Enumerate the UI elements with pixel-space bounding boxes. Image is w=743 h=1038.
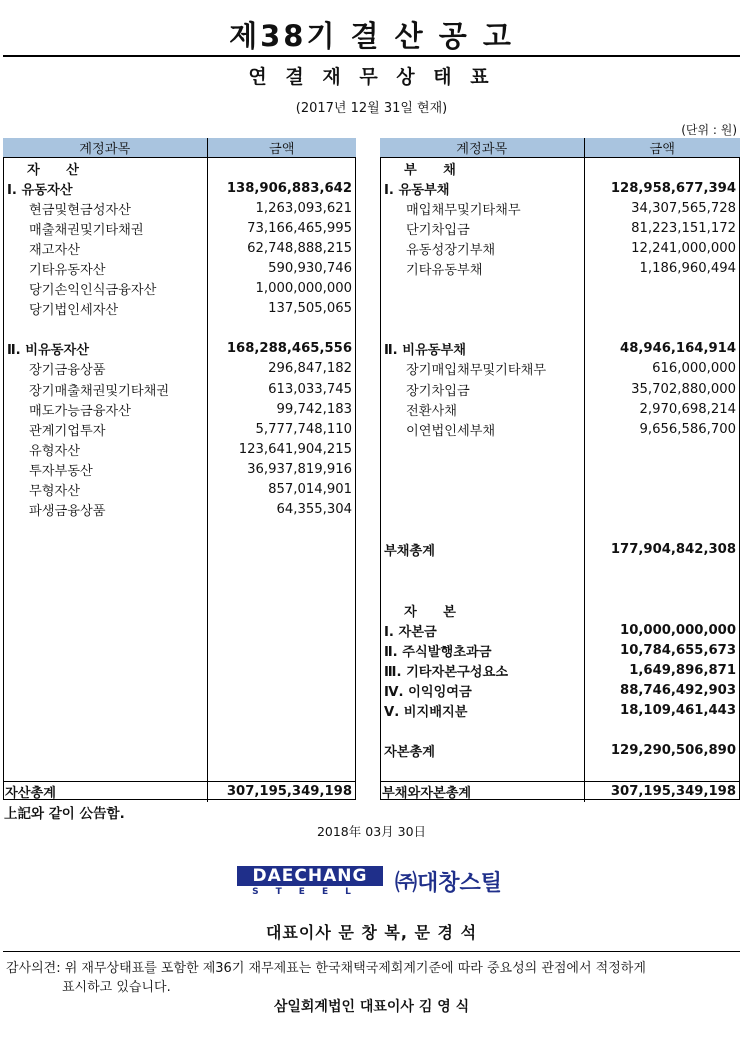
amount-cell: 5,777,748,110	[255, 421, 352, 437]
ceo-names: 대표이사 문 창 복, 문 경 석	[265, 923, 478, 942]
account-cell: 장기매출채권및기타채권	[3, 379, 207, 399]
table-row	[380, 279, 740, 299]
amount-cell	[584, 279, 740, 299]
amount-cell	[584, 721, 740, 741]
account-cell: Ⅱ. 비유동자산	[3, 339, 207, 359]
account-cell: 매입채무및기타채무	[380, 198, 584, 218]
publication-date: 2018年 03月 30日	[316, 824, 427, 839]
account-cell: 유동성장기부채	[380, 238, 584, 258]
account-cell	[3, 319, 207, 339]
col-header-account: 계정과목	[380, 138, 584, 158]
account-cell: Ⅰ. 자본금	[380, 620, 584, 640]
amount-cell: 1,186,960,494	[639, 261, 736, 277]
amount-cell: 12,241,000,000	[631, 240, 736, 256]
table-row	[380, 701, 740, 721]
table-row	[380, 299, 740, 319]
account-cell: 이연법인세부채	[380, 419, 584, 439]
amount-cell: 857,014,901	[268, 482, 352, 498]
table-row	[380, 640, 740, 660]
amount-cell: 34,307,565,728	[631, 200, 736, 216]
table-row	[380, 238, 740, 258]
assets-table	[3, 138, 356, 802]
table-row	[3, 198, 356, 218]
account-cell: 유형자산	[3, 439, 207, 459]
table-row	[3, 439, 356, 459]
table-row	[3, 319, 356, 339]
amount-cell	[584, 500, 740, 520]
table-row	[3, 660, 356, 680]
table-row	[380, 741, 740, 761]
account-cell	[380, 721, 584, 741]
amount-cell: 138,906,883,642	[226, 180, 352, 196]
amount-cell	[584, 158, 740, 179]
amount-cell: 35,702,880,000	[631, 381, 736, 397]
amount-cell: 88,746,492,903	[620, 682, 736, 698]
table-row	[380, 319, 740, 339]
table-row	[380, 600, 740, 620]
amount-cell	[584, 761, 740, 782]
amount-cell: 590,930,746	[268, 261, 352, 277]
amount-cell: 177,904,842,308	[610, 542, 736, 558]
table-row	[3, 680, 356, 700]
table-row	[3, 701, 356, 721]
amount-cell: 1,263,093,621	[255, 200, 352, 216]
account-cell: 부채총계	[380, 540, 584, 560]
table-row	[3, 480, 356, 500]
amount-cell: 1,000,000,000	[255, 281, 352, 297]
amount-cell: 2,970,698,214	[639, 401, 736, 417]
amount-cell	[207, 660, 356, 680]
account-cell: Ⅱ. 비유동부채	[380, 339, 584, 359]
account-cell: 파생금융상품	[3, 500, 207, 520]
account-cell: 매출채권및기타채권	[3, 218, 207, 238]
total-row	[380, 781, 740, 802]
total-amount: 307,195,349,198	[584, 781, 740, 802]
account-cell: Ⅰ. 유동부채	[380, 178, 584, 198]
table-row	[380, 399, 740, 419]
amount-cell	[584, 560, 740, 580]
amount-cell	[207, 158, 356, 179]
total-amount: 307,195,349,198	[207, 781, 356, 802]
account-cell: 당기손익인식금융자산	[3, 279, 207, 299]
account-cell	[3, 761, 207, 782]
account-cell	[3, 640, 207, 660]
amount-cell: 18,109,461,443	[620, 703, 736, 719]
amount-cell	[584, 439, 740, 459]
account-cell	[380, 761, 584, 782]
table-row	[380, 500, 740, 520]
logo-wordmark: DAECHANG	[237, 866, 383, 886]
total-row	[3, 781, 356, 802]
amount-cell	[584, 600, 740, 620]
company-name: ㈜대창스틸	[395, 871, 503, 896]
title-divider	[3, 55, 740, 57]
amount-cell	[584, 520, 740, 540]
account-cell	[3, 580, 207, 600]
statement-date: (2017년 12월 31일 현재)	[295, 101, 448, 116]
table-row	[3, 560, 356, 580]
table-row	[380, 178, 740, 198]
table-row	[3, 299, 356, 319]
audit-opinion-cont: 표시하고 있습니다.	[62, 980, 171, 995]
account-cell	[380, 480, 584, 500]
col-header-account: 계정과목	[3, 138, 207, 158]
amount-cell: 168,288,465,556	[226, 341, 352, 357]
table-row	[380, 560, 740, 580]
amount-cell	[207, 620, 356, 640]
table-row	[3, 258, 356, 278]
account-cell: Ⅳ. 이익잉여금	[380, 680, 584, 700]
table-row	[3, 158, 356, 179]
amount-cell: 64,355,304	[276, 502, 352, 518]
account-cell: 투자부동산	[3, 459, 207, 479]
amount-cell	[207, 319, 356, 339]
table-row	[3, 359, 356, 379]
logo-subtext: STEEL	[252, 887, 368, 897]
amount-cell: 10,000,000,000	[620, 622, 736, 638]
table-row	[3, 500, 356, 520]
table-row	[380, 379, 740, 399]
account-cell: 장기금융상품	[3, 359, 207, 379]
amount-cell: 1,649,896,871	[629, 662, 736, 678]
account-cell	[380, 299, 584, 319]
amount-cell: 123,641,904,215	[238, 441, 352, 457]
table-row	[380, 480, 740, 500]
amount-cell	[207, 680, 356, 700]
amount-cell	[207, 741, 356, 761]
table-row	[380, 540, 740, 560]
total-label: 자산총계	[3, 781, 207, 802]
amount-cell	[207, 580, 356, 600]
table-row	[3, 640, 356, 660]
auditor-signature: 삼일회계법인 대표이사 김 영 식	[273, 999, 470, 1015]
amount-cell: 128,958,677,394	[610, 180, 736, 196]
account-cell: 부 채	[380, 158, 584, 179]
account-cell	[3, 680, 207, 700]
total-label: 부채와자본총계	[380, 781, 584, 802]
table-row	[3, 761, 356, 782]
account-cell: 기타유동자산	[3, 258, 207, 278]
account-cell: Ⅰ. 유동자산	[3, 178, 207, 198]
table-row	[380, 520, 740, 540]
table-row	[380, 761, 740, 782]
account-cell	[3, 620, 207, 640]
table-row	[380, 680, 740, 700]
account-cell	[3, 540, 207, 560]
amount-cell: 99,742,183	[276, 401, 352, 417]
account-cell	[3, 660, 207, 680]
table-row	[3, 399, 356, 419]
account-cell	[3, 721, 207, 741]
amount-cell: 81,223,151,172	[631, 220, 736, 236]
table-row	[380, 258, 740, 278]
table-row	[380, 660, 740, 680]
account-cell: 자본총계	[380, 741, 584, 761]
amount-cell	[207, 540, 356, 560]
account-cell	[380, 319, 584, 339]
amount-cell	[207, 761, 356, 782]
liabilities-equity-table	[380, 138, 740, 802]
table-row	[380, 439, 740, 459]
amount-cell	[207, 640, 356, 660]
account-cell: 단기차입금	[380, 218, 584, 238]
amount-cell	[207, 560, 356, 580]
declaration: 上記와 같이 公告함.	[4, 806, 125, 822]
table-row	[380, 198, 740, 218]
statement-title: 연 결 재 무 상 태 표	[248, 66, 495, 88]
table-row	[3, 620, 356, 640]
table-row	[3, 218, 356, 238]
account-cell	[3, 701, 207, 721]
account-cell	[3, 520, 207, 540]
table-row	[380, 459, 740, 479]
amount-cell: 48,946,164,914	[620, 341, 736, 357]
account-cell	[380, 439, 584, 459]
amount-cell	[584, 480, 740, 500]
table-row	[3, 459, 356, 479]
account-cell	[380, 279, 584, 299]
table-row	[380, 419, 740, 439]
table-row	[3, 419, 356, 439]
table-row	[3, 520, 356, 540]
table-row	[3, 580, 356, 600]
col-header-amount: 금액	[584, 138, 740, 158]
table-row	[380, 158, 740, 179]
account-cell: 매도가능금융자산	[3, 399, 207, 419]
table-row	[380, 721, 740, 741]
account-cell	[380, 520, 584, 540]
table-row	[3, 721, 356, 741]
amount-cell: 129,290,506,890	[610, 743, 736, 759]
table-row	[380, 580, 740, 600]
account-cell: 자 산	[3, 158, 207, 179]
amount-cell: 62,748,888,215	[247, 240, 352, 256]
amount-cell: 36,937,819,916	[247, 461, 352, 477]
account-cell	[380, 500, 584, 520]
amount-cell: 616,000,000	[652, 361, 736, 377]
footer-divider	[3, 951, 740, 952]
account-cell: 현금및현금성자산	[3, 198, 207, 218]
account-cell: 기타유동부채	[380, 258, 584, 278]
account-cell: Ⅴ. 비지배지분	[380, 701, 584, 721]
amount-cell	[584, 459, 740, 479]
amount-cell: 613,033,745	[268, 381, 352, 397]
amount-cell	[584, 319, 740, 339]
col-header-amount: 금액	[207, 138, 356, 158]
account-cell: 당기법인세자산	[3, 299, 207, 319]
account-cell	[3, 560, 207, 580]
account-cell: 전환사채	[380, 399, 584, 419]
table-row	[380, 620, 740, 640]
account-cell: 장기차입금	[380, 379, 584, 399]
table-row	[380, 339, 740, 359]
amount-cell	[207, 600, 356, 620]
amount-cell: 73,166,465,995	[247, 220, 352, 236]
account-cell: 관계기업투자	[3, 419, 207, 439]
amount-cell	[207, 721, 356, 741]
audit-opinion: 감사의견: 위 재무상태표를 포함한 제36기 재무제표는 한국채택국제회계기준에 따라 중요성의 관점에서 적정하게	[6, 961, 646, 976]
account-cell: 무형자산	[3, 480, 207, 500]
table-row	[3, 238, 356, 258]
amount-cell	[584, 580, 740, 600]
account-cell	[380, 459, 584, 479]
table-row	[380, 359, 740, 379]
table-row	[3, 178, 356, 198]
unit-label: (단위 : 원)	[681, 123, 737, 137]
table-row	[3, 379, 356, 399]
table-row	[3, 279, 356, 299]
account-cell	[380, 560, 584, 580]
table-row	[3, 540, 356, 560]
amount-cell: 10,784,655,673	[620, 642, 736, 658]
account-cell	[380, 580, 584, 600]
table-row	[3, 600, 356, 620]
amount-cell: 137,505,065	[268, 301, 352, 317]
account-cell: Ⅲ. 기타자본구성요소	[380, 660, 584, 680]
table-row	[3, 741, 356, 761]
table-row	[3, 339, 356, 359]
account-cell	[3, 741, 207, 761]
account-cell: Ⅱ. 주식발행초과금	[380, 640, 584, 660]
company-logo	[237, 866, 383, 898]
amount-cell	[207, 701, 356, 721]
amount-cell: 9,656,586,700	[639, 421, 736, 437]
account-cell: 재고자산	[3, 238, 207, 258]
account-cell: 장기매입채무및기타채무	[380, 359, 584, 379]
account-cell: 자 본	[380, 600, 584, 620]
amount-cell: 296,847,182	[268, 361, 352, 377]
notice-title: 제38기 결 산 공 고	[229, 19, 514, 53]
amount-cell	[207, 520, 356, 540]
account-cell	[3, 600, 207, 620]
table-row	[380, 218, 740, 238]
amount-cell	[584, 299, 740, 319]
